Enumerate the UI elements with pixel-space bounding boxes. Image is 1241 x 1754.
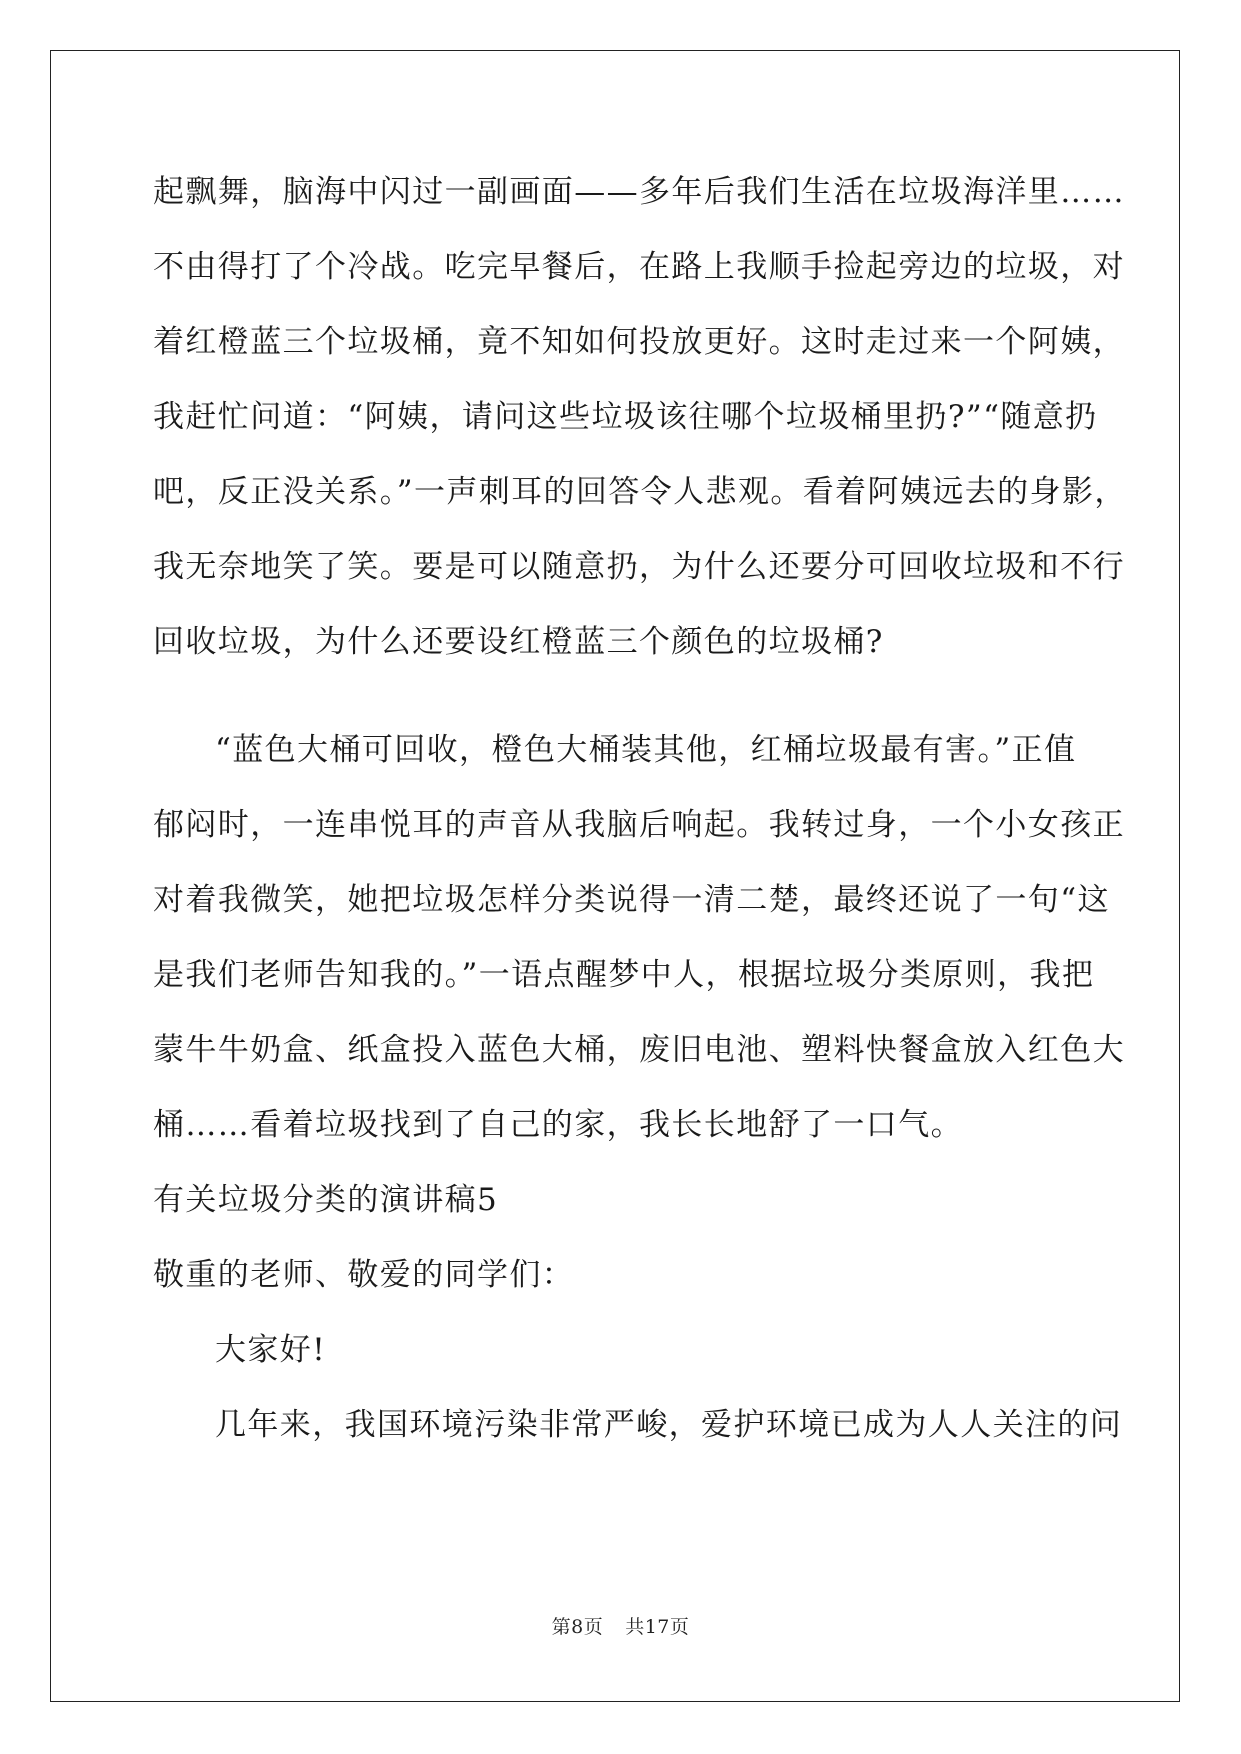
body-line: 吧，反正没关系。”一声刺耳的回答令人悲观。看着阿姨远去的身影，: [153, 474, 1127, 510]
page-footer: [0, 1612, 1241, 1639]
greeting: 大家好!: [215, 1332, 327, 1368]
body-line: 我赶忙问道：“阿姨，请问这些垃圾该往哪个垃圾桶里扔?”“随意扔: [153, 399, 1098, 435]
paragraph-start-line: “蓝色大桶可回收，橙色大桶装其他，红桶垃圾最有害。”正值: [215, 732, 1077, 768]
page-total: 共17页: [625, 1616, 690, 1638]
body-line: 我无奈地笑了笑。要是可以随意扔，为什么还要分可回收垃圾和不行: [153, 549, 1125, 585]
body-line: 不由得打了个冷战。吃完早餐后，在路上我顺手捡起旁边的垃圾，对: [153, 249, 1125, 285]
section-heading: 有关垃圾分类的演讲稿5: [153, 1182, 499, 1218]
salutation: 敬重的老师、敬爱的同学们：: [153, 1257, 575, 1293]
body-line: 郁闷时，一连串悦耳的声音从我脑后响起。我转过身，一个小女孩正: [153, 807, 1125, 843]
body-line: 对着我微笑，她把垃圾怎样分类说得一清二楚，最终还说了一句“这: [153, 882, 1110, 918]
body-line: 回收垃圾，为什么还要设红橙蓝三个颜色的垃圾桶?: [153, 624, 884, 660]
body-line: 起飘舞，脑海中闪过一副画面——多年后我们生活在垃圾海洋里……: [153, 174, 1125, 210]
body-line: 蒙牛牛奶盒、纸盒投入蓝色大桶，废旧电池、塑料快餐盒放入红色大: [153, 1032, 1125, 1068]
page-border: [50, 50, 1180, 1702]
body-line: 是我们老师告知我的。”一语点醒梦中人，根据垃圾分类原则，我把: [153, 957, 1095, 993]
body-line: 桶……看着垃圾找到了自己的家，我长长地舒了一口气。: [153, 1107, 963, 1143]
page-number: 第8页: [551, 1616, 604, 1638]
paragraph-start-line: 几年来，我国环境污染非常严峻，爱护环境已成为人人关注的问: [215, 1407, 1123, 1443]
body-line: 着红橙蓝三个垃圾桶，竟不知如何投放更好。这时走过来一个阿姨，: [153, 324, 1125, 360]
